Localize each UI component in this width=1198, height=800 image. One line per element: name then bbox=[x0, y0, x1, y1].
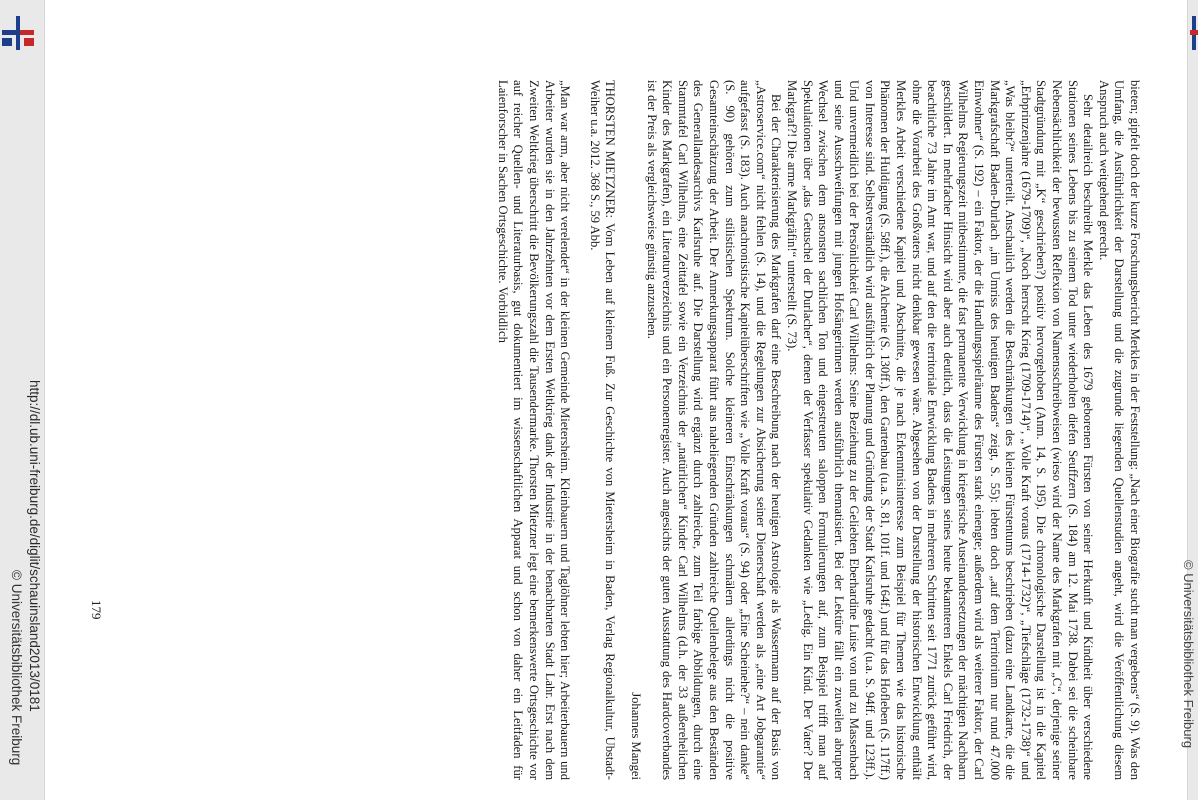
copyright-notice: © Universitätsbibliothek Freiburg bbox=[9, 570, 24, 766]
university-logo-icon bbox=[2, 16, 34, 50]
body-paragraph: „Man war arm, aber nicht verelendet“ in der kleinen Gemeinde Mietersheim. Kleinbauern und Taglöhner lebten hier; Arbeiterbauern und Arbeiter wurden sie in den Jahrzehnten vor dem Ersten Weltkrieg dank der Industrie in der benachbarten Stadt Lahr. Erst nach dem Zweiten Weltkrieg überschritt die Bevölkerungszahl die Tausendermarke. Thorsten Mietzner legt eine bemerkenswerte Ortsgeschichte vor auf reicher Quellen- und Literaturbasis, gut dokumentiert im wissenschaftlichen Apparat und schon von daher ein Leitfaden für Laienforscher in Sachen Ortsgeschichte. Vorbildlich bbox=[495, 80, 573, 780]
page-number: 179 bbox=[89, 600, 104, 620]
review-signature: Johannes Mangei bbox=[629, 692, 643, 780]
right-copyright-notice: © Universitätsbibliothek Freiburg bbox=[1181, 560, 1196, 749]
scanned-page bbox=[52, 0, 1192, 800]
body-paragraph: Sehr detailreich beschreibt Merkle das Leben des 1679 geborenen Fürsten von seiner Herkunft und Kindheit über verschiedene Stationen seines Lebens bis zu seinem Tod unter wiederholten diefen Seuffzern (S. 184) am 12. Mai 1738. Dabei sei die scheinbare Nebensächlichkeit der bewussten Reflexion von Namensschreibweisen (wieso wird der Name des Markgrafen mit „C“, derjenige seiner Stadtgründung mit „K“ geschrieben?) positiv hervorgehoben (Anm. 14, S. 195). Die chronologische Darstellung ist in die Kapitel „Erbprinzenjahre (1679-1709)“, „Noch herrscht Krieg (1709-1714)“, „Volle Kraft voraus (1714-1732)“, „Tiefschläge (1732-1738)“ und „Was bleibt?“ unterteilt. Anschaulich werden die Beschränkungen des kleinen Fürstentums beschrieben (dazu eine Landkarte, die die Markgrafschaft Baden-Durlach „im Umriss des heutigen Badens“ zeigt, S. 55): lebten doch „auf dem Territorium nur rund 47.000 Einwohner“ (S. 192) – ein Faktor, der die Handlungsspielräume des Fürsten stark einengte; außerdem wird als weiterer Faktor, der Carl Wilhelms Regierungszeit mitbestimmte, die fast permanente Verwicklung in kriegerische Auseinandersetzungen der mächtigen Nachbarn geschildert. In mehrfacher Hinsicht wird aber auch deutlich, dass die Leistungen seines heute bekannteren Enkels Carl Friedrich, der beachtliche 73 Jahre im Amt war, und auf den die territoriale Entwicklung Badens in mehreren Schritten seit 1771 zurück geführt wird, ohne die Vorarbeit des Großvaters nicht denkbar gewesen wäre. Abgesehen von der Darstellung der historischen Entwicklung enthält Merkles Arbeit verschiedene Kapitel und Abschnitte, die je nach Erkenntnisinteresse zum Beispiel für Themen wie das historische Phänomen der Huldigung (S. 58ff.), die Alchemie (S. 130ff.), den Gartenbau (u.a. S. 81, 101f. und 164f.) und für das Hofleben (S. 117ff.) von Interesse sind. Selbstverständlich wird ausführlich der Planung und Gründung der Stadt Karlsruhe gedacht (u.a. S. 94ff. und 123ff.). Und unvermeidlich bei der Persönlichkeit Carl Wilhelms: Seine Beziehung zu der Geliebten Eberhardine Luise von und zu Massenbach und seine Ausschweifungen mit jungen Hofsängerinnen werden ausführlich thematisiert. Bei der Lektüre fällt ein zuweilen abrupter Wechsel zwischen dem ansonsten sachlichen Ton und eingestreuten saloppen Formulierungen auf, zum Beispiel trifft man auf Spekulationen über „das Getuschel der Durlacher“, denen der Verfasser spekulativ Gedanken wie „Ledig. Ein Kind. Der Vater? Der Markgraf?! Die arme Markgräfin!“ unterstellt (S. 73). bbox=[784, 80, 1096, 780]
review-header: THORSTEN MIETZNER: Vom Leben auf kleinem Fuß. Zur Geschichte von Mietersheim in Baden, Verlag Regionalkultur, Ubstadt-Weiher u.a. 2012. 368 S., 59 Abb. bbox=[587, 80, 618, 780]
source-url[interactable]: http://dl.ub.uni-freiburg.de/diglit/schauinsland2013/0181 bbox=[27, 380, 42, 712]
body-paragraph: bieten; gipfelt doch der kurze Forschungsbericht Merkles in der Feststellung: „Nach einer Biografie sucht man vergebens“ (S. 9). Was den Umfang, die Ausführlichkeit der Darstellung und die zugrunde liegenden Quellenstudien angeht, wird die Veröffentlichung diesem Anspruch auch weitgehend gerecht. bbox=[1096, 80, 1142, 780]
page-body bbox=[494, 80, 1142, 800]
body-paragraph: Bei der Charakterisierung des Markgrafen darf eine Beschreibung nach der heutigen Astrologie als Wassermann auf der Basis von „Astroservice.com“ nicht fehlen (S. 14), und die Regelungen zur Absicherung seiner Dienerschaft werden als „eine Art Jobgarantie“ aufgefasst (S. 183). Auch anachronistische Kapitelüberschriften wie „Volle Kraft voraus“ (S. 94) oder „Eine Scheinehe?“ – nein danke“ (S. 90) gehören zum stilistischen Spektrum. Solche kleineren Einschränkungen schmälern allerdings nicht die positive Gesamteinschätzung der Arbeit. Der Anmerkungsapparat führt aus naheliegenden Gründen zahlreiche Quellenbelege aus den Beständen des Generallandesarchivs Karlsruhe auf. Die Darstellung wird ergänzt durch zahlreiche, zum Teil farbige Abbildungen, durch eine Stammtafel Carl Wilhelms, eine Zeittafel sowie ein Verzeichnis der „natürlichen“ Kinder Carl Wilhelms (d.h. der 33 außerehelichen Kinder des Markgrafen), ein Literaturverzeichnis und ein Personenregister. Auch angesichts der guten Ausstattung des Hardcoverbandes ist der Preis als vergleichsweise günstig anzusehen. bbox=[644, 80, 784, 780]
